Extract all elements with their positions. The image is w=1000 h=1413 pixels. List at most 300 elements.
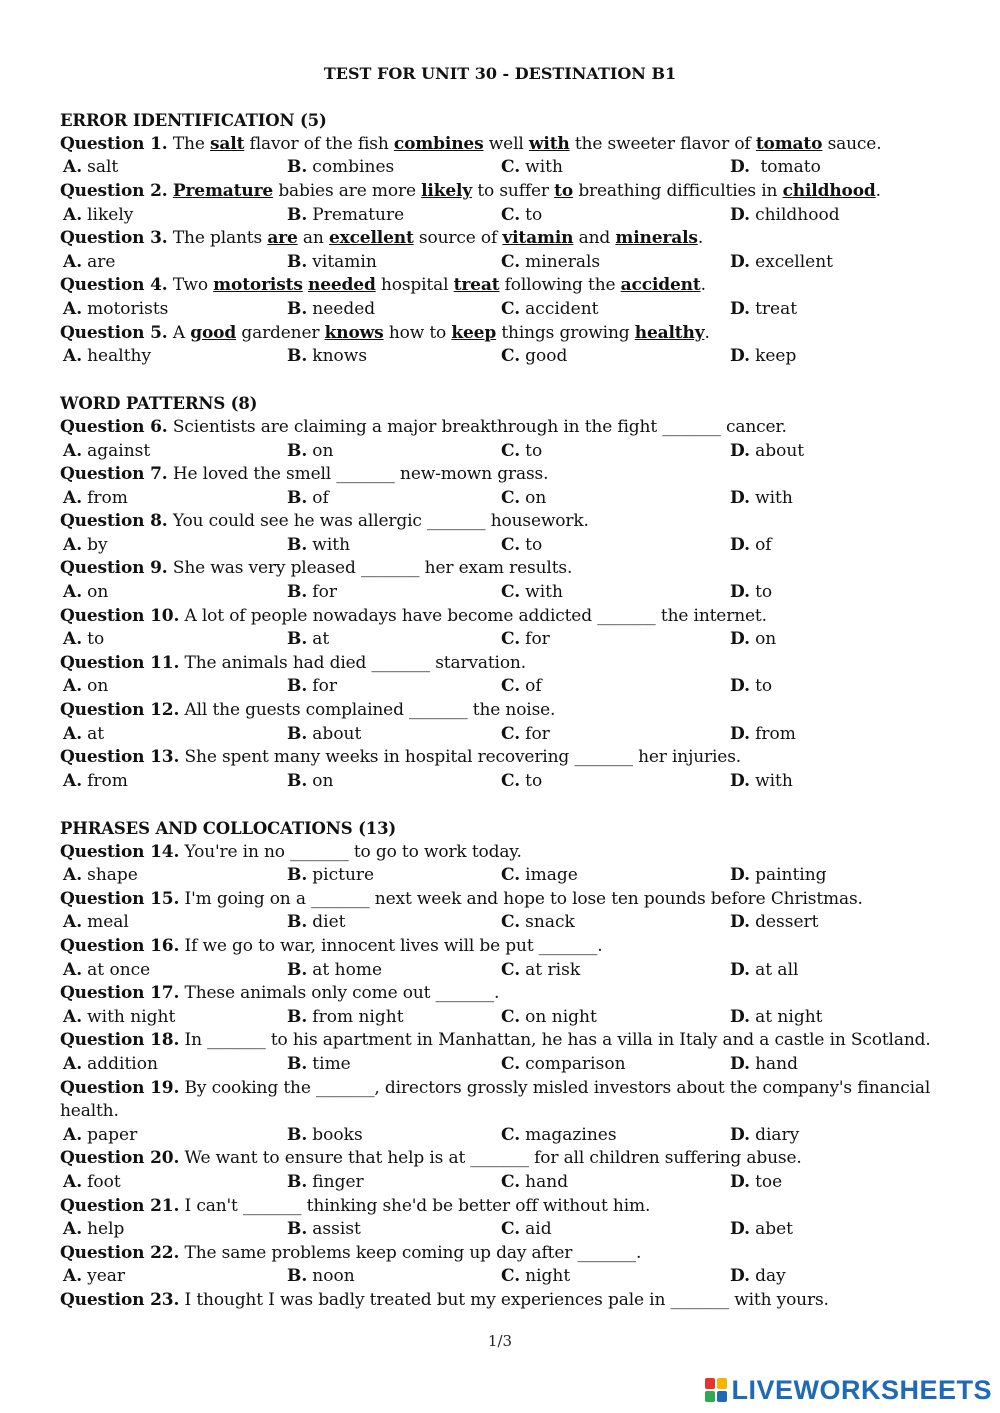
underlined-word: knows <box>324 322 384 343</box>
answer-option[interactable] <box>501 1006 730 1030</box>
option-text: snack <box>525 912 575 933</box>
question-number: Question 4. <box>60 275 168 296</box>
answer-option[interactable] <box>730 345 930 369</box>
answer-option[interactable] <box>60 911 287 935</box>
answer-option[interactable] <box>501 959 730 983</box>
answer-option[interactable] <box>501 440 730 464</box>
answer-option[interactable] <box>60 298 287 322</box>
logo-tile <box>717 1391 727 1402</box>
option-text: against <box>87 440 151 461</box>
answer-option[interactable] <box>501 204 730 228</box>
option-text: accident <box>525 298 599 319</box>
option-letter: D. <box>730 1266 751 1287</box>
answer-option[interactable] <box>287 1124 501 1148</box>
option-letter: C. <box>501 534 521 555</box>
question-number: Question 2. <box>60 180 168 201</box>
answer-option[interactable] <box>287 487 501 511</box>
option-letter: C. <box>501 487 521 508</box>
question-stem <box>60 1195 960 1219</box>
option-text: to <box>525 440 543 461</box>
underlined-word: vitamin <box>502 228 574 249</box>
question-number: Question 14. <box>60 841 180 862</box>
underlined-word: needed <box>308 275 376 296</box>
answer-options <box>60 1124 960 1148</box>
answer-option[interactable] <box>287 723 501 747</box>
answer-option[interactable] <box>501 1218 730 1242</box>
option-letter: A. <box>63 1266 83 1287</box>
answer-option[interactable] <box>60 1171 287 1195</box>
option-letter: C. <box>501 959 521 980</box>
question-number: Question 6. <box>60 416 168 437</box>
option-text: shape <box>87 865 138 886</box>
option-letter: D. <box>730 346 751 367</box>
option-letter: C. <box>501 440 521 461</box>
answer-option[interactable] <box>501 675 730 699</box>
spacer <box>60 793 960 817</box>
answer-option[interactable] <box>730 675 930 699</box>
section-word-patterns <box>60 392 960 793</box>
question-text: Two <box>167 275 214 296</box>
option-letter: A. <box>63 912 83 933</box>
liveworksheets-brand[interactable] <box>705 1373 992 1407</box>
underlined-word: motorists <box>213 275 303 296</box>
answer-option[interactable] <box>60 1265 287 1289</box>
answer-option[interactable] <box>287 1171 501 1195</box>
option-letter: A. <box>63 534 83 555</box>
question-stem <box>60 416 960 440</box>
option-text: tomato <box>755 157 821 178</box>
option-letter: C. <box>501 865 521 886</box>
option-text: night <box>525 1266 571 1287</box>
answer-option[interactable] <box>60 1124 287 1148</box>
answer-option[interactable] <box>287 204 501 228</box>
question-text: The animals had died _______ starvation. <box>179 652 526 673</box>
answer-option[interactable] <box>287 251 501 275</box>
answer-option[interactable] <box>60 770 287 794</box>
option-text: at <box>87 723 105 744</box>
answer-options <box>60 959 960 983</box>
answer-option[interactable] <box>501 345 730 369</box>
option-text: toe <box>755 1171 783 1192</box>
option-text: of <box>312 487 329 508</box>
brand-name: LIVEWORKSHEETS <box>731 1374 992 1405</box>
option-letter: B. <box>287 959 308 980</box>
question-text: sauce. <box>822 133 882 154</box>
option-text: for <box>312 582 337 603</box>
question-text: In _______ to his apartment in Manhattan, he has a villa in Italy and a castle in Scotland. <box>179 1030 931 1051</box>
question-number: Question 10. <box>60 605 180 626</box>
option-text: time <box>312 1053 351 1074</box>
answer-option[interactable] <box>730 1053 930 1077</box>
answer-options <box>60 581 960 605</box>
option-letter: A. <box>63 1124 83 1145</box>
answer-option[interactable] <box>730 487 930 511</box>
question-text: flavor of the fish <box>244 133 394 154</box>
option-text: diary <box>755 1124 800 1145</box>
option-text: foot <box>87 1171 121 1192</box>
option-text: on night <box>525 1006 597 1027</box>
question-text: . <box>697 228 704 249</box>
option-letter: C. <box>501 912 521 933</box>
answer-option[interactable] <box>60 675 287 699</box>
option-text: with <box>525 582 563 603</box>
answer-option[interactable] <box>730 204 930 228</box>
question-stem <box>60 652 960 676</box>
option-text: on <box>525 487 547 508</box>
question-text: He loved the smell _______ new-mown grass. <box>167 464 549 485</box>
option-letter: D. <box>730 865 751 886</box>
option-letter: D. <box>730 582 751 603</box>
answer-option[interactable] <box>501 581 730 605</box>
question-stem <box>60 1077 950 1124</box>
option-letter: C. <box>501 1124 521 1145</box>
question-number: Question 7. <box>60 464 168 485</box>
answer-option[interactable] <box>730 770 930 794</box>
question-text: She was very pleased _______ her exam results. <box>167 558 573 579</box>
question-stem <box>60 322 960 346</box>
question-stem <box>60 557 960 581</box>
underlined-word: with <box>528 133 570 154</box>
answer-option[interactable] <box>287 440 501 464</box>
answer-options <box>60 628 960 652</box>
answer-options <box>60 345 960 369</box>
answer-option[interactable] <box>60 723 287 747</box>
underlined-word: childhood <box>782 180 876 201</box>
option-letter: A. <box>63 959 83 980</box>
option-letter: C. <box>501 1266 521 1287</box>
option-text: picture <box>312 865 375 886</box>
answer-option[interactable] <box>287 959 501 983</box>
option-text: at risk <box>525 959 581 980</box>
answer-options <box>60 251 960 275</box>
option-text: to <box>525 204 543 225</box>
answer-option[interactable] <box>730 628 930 652</box>
question-stem <box>60 1147 960 1171</box>
answer-option[interactable] <box>501 1265 730 1289</box>
underlined-word: likely <box>421 180 473 201</box>
answer-options <box>60 534 960 558</box>
option-letter: D. <box>730 298 751 319</box>
option-letter: D. <box>730 959 751 980</box>
question-text: . <box>704 322 710 343</box>
answer-option[interactable] <box>501 487 730 511</box>
logo-tile <box>705 1378 715 1389</box>
answer-option[interactable] <box>60 156 287 180</box>
option-letter: C. <box>501 251 521 272</box>
answer-option[interactable] <box>730 581 930 605</box>
option-letter: D. <box>730 157 751 178</box>
answer-option[interactable] <box>60 1218 287 1242</box>
option-letter: B. <box>287 1219 308 1240</box>
answer-option[interactable] <box>287 298 501 322</box>
answer-option[interactable] <box>60 345 287 369</box>
option-text: good <box>525 346 568 367</box>
answer-option[interactable] <box>730 1171 930 1195</box>
answer-option[interactable] <box>501 156 730 180</box>
option-text: from night <box>312 1006 404 1027</box>
option-letter: C. <box>501 723 521 744</box>
question-stem <box>60 463 960 487</box>
answer-option[interactable] <box>60 487 287 511</box>
option-letter: A. <box>63 440 83 461</box>
option-text: books <box>312 1124 363 1145</box>
option-letter: B. <box>287 676 308 697</box>
question-stem <box>60 274 960 298</box>
option-text: keep <box>755 346 797 367</box>
option-text: at all <box>755 959 799 980</box>
question-text: breathing difficulties in <box>573 180 783 201</box>
question-stem <box>60 1242 960 1266</box>
answer-option[interactable] <box>730 1218 930 1242</box>
worksheet-page <box>60 62 960 1312</box>
answer-option[interactable] <box>501 1171 730 1195</box>
option-text: excellent <box>755 251 834 272</box>
option-text: motorists <box>87 298 169 319</box>
question-text: I thought I was badly treated but my experiences pale in _______ with yours. <box>179 1289 829 1310</box>
option-text: hand <box>525 1171 569 1192</box>
answer-option[interactable] <box>501 628 730 652</box>
option-text: healthy <box>87 346 152 367</box>
question-text: A lot of people nowadays have become addicted _______ the internet. <box>179 605 767 626</box>
option-text: at <box>312 629 330 650</box>
option-text: on <box>87 582 109 603</box>
question-number: Question 17. <box>60 983 180 1004</box>
option-text: likely <box>87 204 134 225</box>
answer-option[interactable] <box>730 298 930 322</box>
question-number: Question 9. <box>60 558 168 579</box>
answer-option[interactable] <box>501 534 730 558</box>
answer-options <box>60 440 960 464</box>
option-letter: A. <box>63 1219 83 1240</box>
option-text: at once <box>87 959 151 980</box>
question-stem <box>60 888 960 912</box>
option-text: childhood <box>755 204 840 225</box>
answer-option[interactable] <box>60 251 287 275</box>
section-heading: WORD PATTERNS (8) <box>60 394 258 414</box>
answer-options <box>60 156 960 180</box>
answer-option[interactable] <box>60 628 287 652</box>
answer-option[interactable] <box>730 723 930 747</box>
option-letter: A. <box>63 251 83 272</box>
answer-option[interactable] <box>60 1006 287 1030</box>
question-text: The same problems keep coming up day after _______. <box>179 1242 642 1263</box>
question-text: You're in no _______ to go to work today. <box>179 841 522 862</box>
underlined-word: excellent <box>328 228 414 249</box>
answer-option[interactable] <box>287 864 501 888</box>
question-stem <box>60 510 960 534</box>
option-letter: C. <box>501 629 521 650</box>
option-letter: A. <box>63 346 83 367</box>
option-text: with <box>312 534 351 555</box>
option-text: minerals <box>525 251 601 272</box>
option-letter: D. <box>730 770 751 791</box>
question-text: and <box>573 228 616 249</box>
question-text: I can't _______ thinking she'd be better off without him. <box>179 1195 651 1216</box>
question-text: source of <box>413 228 503 249</box>
underlined-word: treat <box>453 275 500 296</box>
option-text: on <box>755 629 777 650</box>
underlined-word: keep <box>451 322 497 343</box>
option-text: for <box>525 723 550 744</box>
answer-options <box>60 723 960 747</box>
option-letter: D. <box>730 204 751 225</box>
question-stem <box>60 699 960 723</box>
logo-tile <box>717 1378 727 1389</box>
question-text: We want to ensure that help is at _______ for all children suffering abuse. <box>179 1148 802 1169</box>
liveworksheets-logo-icon <box>705 1378 727 1402</box>
answer-option[interactable] <box>287 628 501 652</box>
option-letter: A. <box>63 865 83 886</box>
option-letter: B. <box>287 1124 308 1145</box>
question-stem <box>60 982 960 1006</box>
option-letter: D. <box>730 1124 751 1145</box>
answer-option[interactable] <box>287 770 501 794</box>
option-text: image <box>525 865 578 886</box>
answer-option[interactable] <box>730 251 930 275</box>
answer-option[interactable] <box>287 1218 501 1242</box>
page-number: 1/3 <box>487 1332 513 1350</box>
answer-option[interactable] <box>501 911 730 935</box>
answer-option[interactable] <box>501 1053 730 1077</box>
question-text: A <box>167 322 191 343</box>
answer-option[interactable] <box>501 298 730 322</box>
option-text: magazines <box>525 1124 617 1145</box>
option-text: knows <box>312 346 368 367</box>
option-text: for <box>525 629 550 650</box>
underlined-word: healthy <box>634 322 705 343</box>
answer-option[interactable] <box>730 1124 930 1148</box>
answer-option[interactable] <box>287 156 501 180</box>
answer-option[interactable] <box>730 911 930 935</box>
answer-option[interactable] <box>501 770 730 794</box>
option-letter: C. <box>501 157 521 178</box>
question-number: Question 22. <box>60 1242 180 1263</box>
option-letter: A. <box>63 1171 83 1192</box>
answer-options <box>60 487 960 511</box>
question-number: Question 20. <box>60 1148 180 1169</box>
answer-option[interactable] <box>287 1053 501 1077</box>
option-text: painting <box>755 865 827 886</box>
answer-option[interactable] <box>287 345 501 369</box>
option-text: from <box>87 770 128 791</box>
question-stem <box>60 841 960 865</box>
answer-options <box>60 770 960 794</box>
answer-option[interactable] <box>730 1265 930 1289</box>
answer-option[interactable] <box>60 534 287 558</box>
question-number: Question 16. <box>60 935 180 956</box>
question-stem <box>60 180 960 204</box>
underlined-word: Premature <box>172 180 274 201</box>
answer-option[interactable] <box>60 440 287 464</box>
question-text: the sweeter flavor of <box>569 133 756 154</box>
question-number: Question 11. <box>60 652 180 673</box>
option-letter: A. <box>63 487 83 508</box>
option-text: from <box>755 723 796 744</box>
answer-option[interactable] <box>287 1006 501 1030</box>
answer-option[interactable] <box>730 864 930 888</box>
question-text: You could see he was allergic _______ housework. <box>167 511 589 532</box>
answer-option[interactable] <box>60 581 287 605</box>
answer-option[interactable] <box>501 723 730 747</box>
option-text: meal <box>87 912 129 933</box>
option-letter: D. <box>730 487 751 508</box>
answer-option[interactable] <box>730 959 930 983</box>
option-text: by <box>87 534 108 555</box>
question-text: babies are more <box>273 180 422 201</box>
answer-option[interactable] <box>287 675 501 699</box>
option-letter: D. <box>730 1219 751 1240</box>
option-text: to <box>755 676 773 697</box>
option-letter: B. <box>287 251 308 272</box>
answer-option[interactable] <box>60 864 287 888</box>
option-text: to <box>755 582 773 603</box>
answer-option[interactable] <box>730 1006 930 1030</box>
question-text: The <box>167 133 210 154</box>
option-letter: D. <box>730 629 751 650</box>
option-letter: A. <box>63 298 83 319</box>
question-text: how to <box>383 322 452 343</box>
section-heading: ERROR IDENTIFICATION (5) <box>60 111 327 131</box>
answer-option[interactable] <box>60 959 287 983</box>
option-letter: B. <box>287 346 308 367</box>
logo-tile <box>705 1391 715 1402</box>
option-text: of <box>525 676 542 697</box>
question-text: to suffer <box>472 180 555 201</box>
question-number: Question 3. <box>60 228 168 249</box>
option-letter: B. <box>287 1053 308 1074</box>
answer-option[interactable] <box>287 911 501 935</box>
answer-options <box>60 911 960 935</box>
answer-option[interactable] <box>501 1124 730 1148</box>
answer-option[interactable] <box>730 440 930 464</box>
option-letter: B. <box>287 487 308 508</box>
answer-option[interactable] <box>287 1265 501 1289</box>
option-text: on <box>312 440 334 461</box>
option-text: day <box>755 1266 786 1287</box>
option-letter: D. <box>730 534 751 555</box>
option-text: are <box>87 251 116 272</box>
answer-option[interactable] <box>501 251 730 275</box>
option-text: help <box>87 1219 125 1240</box>
answer-option[interactable] <box>287 581 501 605</box>
answer-option[interactable] <box>60 204 287 228</box>
question-stem <box>60 133 960 157</box>
option-text: to <box>525 770 543 791</box>
option-text: dessert <box>755 912 819 933</box>
option-letter: D. <box>730 723 751 744</box>
answer-option[interactable] <box>287 534 501 558</box>
question-text: Scientists are claiming a major breakthrough in the fight _______ cancer. <box>167 416 787 437</box>
answer-options <box>60 1006 960 1030</box>
section-phrases-collocations <box>60 817 960 1312</box>
option-text: with <box>755 487 793 508</box>
spacer <box>60 86 960 110</box>
answer-option[interactable] <box>60 1053 287 1077</box>
answer-option[interactable] <box>730 156 930 180</box>
question-text: things growing <box>496 322 635 343</box>
question-stem <box>60 935 960 959</box>
question-number: Question 18. <box>60 1030 180 1051</box>
option-text: combines <box>312 157 395 178</box>
answer-option[interactable] <box>501 864 730 888</box>
section-heading: PHRASES AND COLLOCATIONS (13) <box>60 819 397 838</box>
option-letter: A. <box>63 676 83 697</box>
option-text: noon <box>312 1266 355 1287</box>
option-letter: B. <box>287 1266 308 1287</box>
answer-option[interactable] <box>730 534 930 558</box>
question-text: By cooking the _______, directors grossly misled investors about the company's financial health. <box>60 1077 931 1122</box>
option-text: paper <box>87 1124 138 1145</box>
